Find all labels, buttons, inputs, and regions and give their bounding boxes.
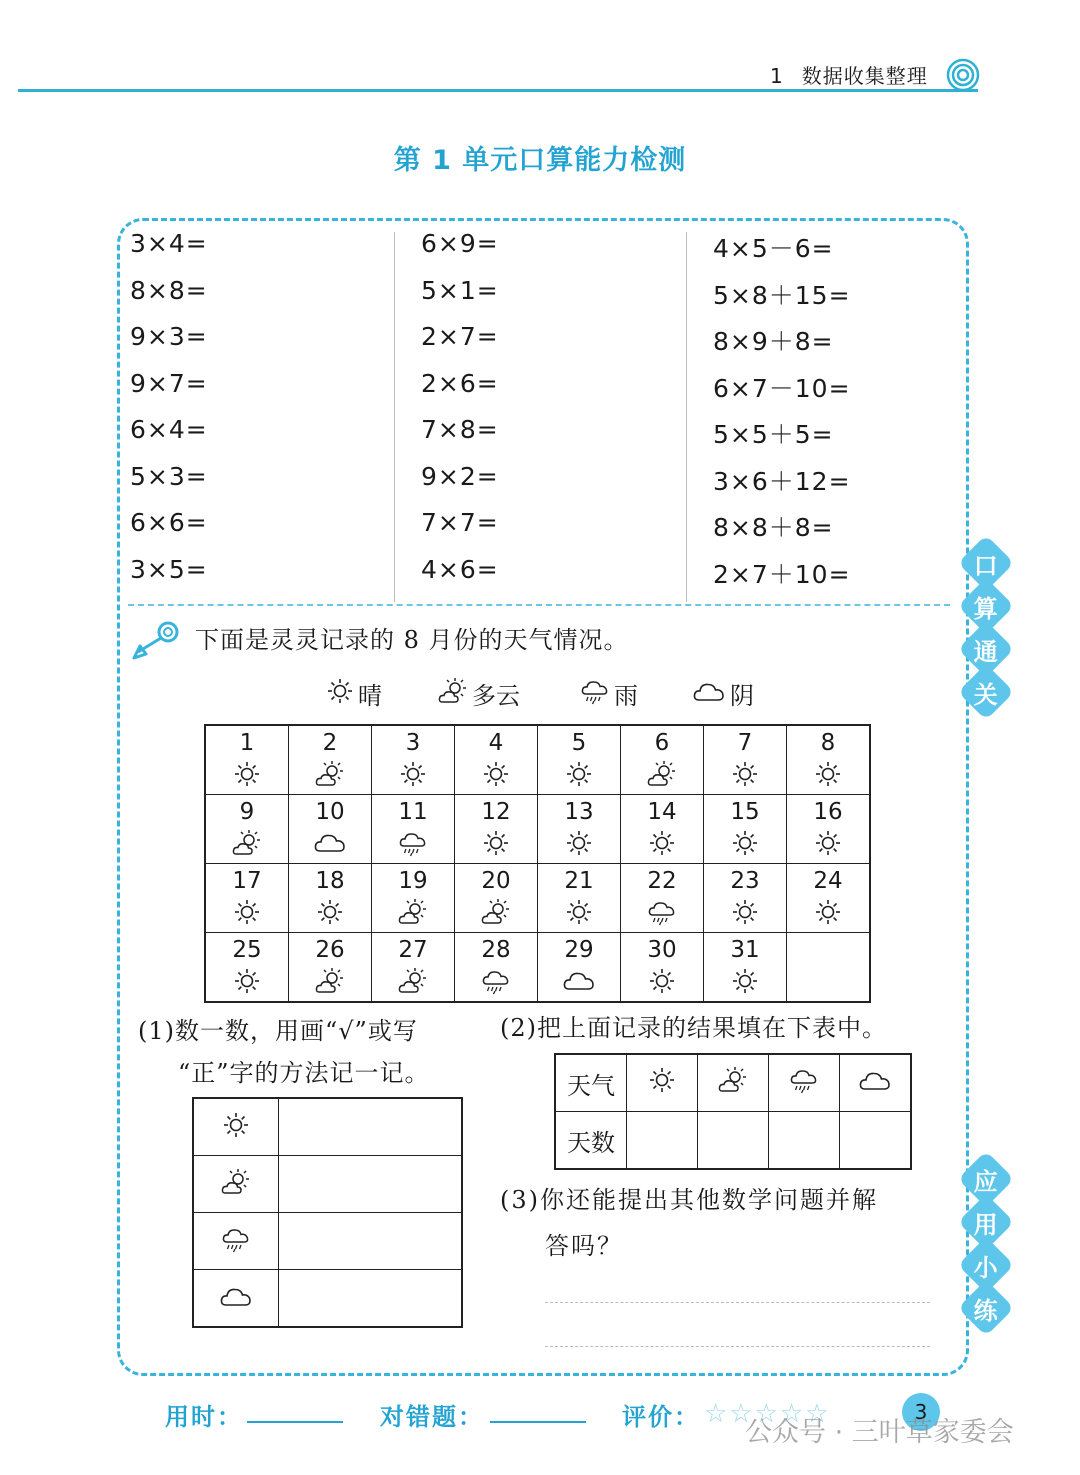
calendar-day [704,725,787,795]
legend-label: 阴 [730,682,754,710]
calendar-day [455,933,538,1003]
day-number: 19 [398,868,428,894]
calendar-day [455,864,538,933]
day-number: 5 [571,730,587,756]
day-number: 24 [813,868,843,894]
equation: 7×7= [421,508,499,537]
equation: 6×6= [130,508,208,537]
time-label: 用时： [165,1403,243,1431]
weather-label: 天气 [555,1054,627,1112]
equation: 7×8= [421,415,499,444]
legend-sunny [326,676,382,711]
cloud-icon [858,1071,892,1099]
tab-char: 练 [958,1280,1015,1337]
calendar-week [205,725,870,795]
tab-char: 通 [958,621,1015,678]
table-row [555,1054,911,1112]
sun-icon [326,677,354,711]
calendar-day [372,933,455,1003]
calendar-day [372,864,455,933]
day-number: 8 [820,730,836,756]
sun-icon [455,829,537,857]
tally-table [192,1097,463,1328]
result-table [554,1053,912,1170]
equation: 5×3= [130,461,208,491]
equation: 4×6= [421,554,499,584]
sun-icon [206,898,288,926]
time-blank[interactable] [247,1421,343,1423]
question-3-line-1: (3)你还能提出其他数学问题并解 [500,1186,878,1214]
calendar-day [205,725,289,795]
tally-cell[interactable] [279,1270,463,1328]
equation: 3×4= [130,229,208,258]
day-number: 31 [730,937,760,963]
equation: 5×1= [421,275,499,305]
rain-icon [455,967,537,995]
day-number: 25 [232,937,262,963]
day-number: 1 [239,730,255,756]
column-divider [394,232,395,602]
calendar-week [205,864,870,933]
day-number: 23 [730,868,760,894]
days-label: 天数 [555,1112,627,1170]
calendar-day [205,933,289,1003]
partly-cloudy-icon [438,677,468,711]
calendar-day [787,725,871,795]
partly-cloudy-icon [455,898,537,926]
sun-icon [538,898,620,926]
sun-icon [289,898,371,926]
sun-icon [538,829,620,857]
sun-icon [704,760,786,788]
sun-icon [455,760,537,788]
calendar-day [621,795,704,864]
sun-icon [787,760,869,788]
legend-label: 晴 [358,682,382,710]
days-cell[interactable] [627,1112,698,1170]
sun-icon [372,760,454,788]
equation: 9×2= [421,461,499,491]
day-number: 27 [398,937,428,963]
calendar-day [455,795,538,864]
calendar-day [621,864,704,933]
legend-partly-cloudy [438,676,520,711]
table-row [193,1213,462,1270]
partly-cloudy-icon [372,967,454,995]
calendar-day [704,933,787,1003]
calendar-day [538,795,621,864]
weather-calendar [204,724,871,1003]
day-number: 3 [405,730,421,756]
day-number: 30 [647,937,677,963]
day-number: 10 [315,799,345,825]
cloud-icon [538,967,620,993]
cloud-icon [219,1294,253,1313]
day-number: 7 [737,730,753,756]
calendar-day [704,864,787,933]
tab-char: 用 [958,1194,1015,1251]
errors-blank[interactable] [490,1421,586,1423]
question-1-line-2: “正”字的方法记一记。 [178,1059,430,1087]
intro-text: 下面是灵灵记录的 8 月份的天气情况。 [195,626,629,654]
calendar-day [455,725,538,795]
sun-icon [648,1072,676,1100]
rain-icon [580,677,610,711]
partly-cloudy-icon [372,898,454,926]
sun-icon [704,829,786,857]
calendar-day [205,795,289,864]
chapter-title: 数据收集整理 [801,64,928,88]
tab-char: 口 [958,535,1015,592]
day-number: 4 [488,730,504,756]
legend-label: 多云 [472,682,520,710]
legend-rain [580,676,638,711]
legend-label: 雨 [614,682,638,710]
day-number: 16 [813,799,843,825]
equation: 6×7－10= [713,373,851,403]
page-number: 3 [902,1393,940,1431]
calendar-day [787,795,871,864]
errors-label: 对错题： [380,1403,484,1431]
tab-char: 算 [958,578,1015,635]
calendar-day [787,933,871,1003]
tally-cell[interactable] [279,1098,463,1156]
sun-icon [704,967,786,995]
spiral-icon [946,58,980,92]
partly-cloudy-icon [206,829,288,857]
day-number: 26 [315,937,345,963]
day-number: 13 [564,799,594,825]
tally-cell[interactable] [279,1213,463,1270]
calendar-day [538,864,621,933]
sun-icon [787,898,869,926]
day-number: 18 [315,868,345,894]
tally-cell[interactable] [279,1156,463,1213]
equation: 3×6＋12= [713,466,851,496]
rain-icon [221,1238,251,1257]
day-number: 22 [647,868,677,894]
table-row [555,1112,911,1170]
equation: 8×8= [130,275,208,305]
sun-icon [621,829,703,857]
equation: 4×5－6= [713,234,834,263]
question-3-line-2: 答吗？ [545,1232,623,1260]
calendar-day [289,864,372,933]
magnifier-icon [128,618,184,662]
calendar-week [205,933,870,1003]
day-number: 14 [647,799,677,825]
calendar-day [787,864,871,933]
partly-cloudy-icon [718,1072,748,1100]
partly-cloudy-icon [621,760,703,788]
day-number: 28 [481,937,511,963]
partly-cloudy-icon [221,1181,251,1200]
watermark: 公众号 · 三叶草家委会 [745,1417,1014,1448]
calendar-day [372,795,455,864]
sun-icon [787,829,869,857]
day-number: 20 [481,868,511,894]
day-number: 11 [398,799,428,825]
calendar-day [372,725,455,795]
question-1-line-1: (1)数一数，用画“√”或写 [138,1017,418,1045]
table-row [193,1098,462,1156]
sun-icon [222,1124,250,1143]
tab-char: 应 [958,1151,1015,1208]
column-divider [686,232,687,602]
rain-icon [372,829,454,857]
partly-cloudy-icon [289,967,371,995]
day-number: 17 [232,868,262,894]
sun-icon [704,898,786,926]
tab-char: 关 [958,664,1015,721]
calendar-day [289,795,372,864]
equation: 2×6= [421,368,499,398]
question-2: (2)把上面记录的结果填在下表中。 [500,1014,887,1042]
equation: 2×7= [421,322,499,351]
answer-line[interactable] [545,1302,930,1303]
equation: 2×7＋10= [713,559,851,589]
day-number: 21 [564,868,594,894]
calendar-day [289,933,372,1003]
side-tab-mental-math [964,540,1008,715]
days-cell[interactable] [769,1112,840,1170]
table-row [193,1270,462,1328]
calendar-day [538,725,621,795]
equation: 6×9= [421,229,499,258]
day-number: 6 [654,730,670,756]
table-row [193,1156,462,1213]
cloud-icon [289,829,371,855]
day-number: 9 [239,799,255,825]
day-number: 12 [481,799,511,825]
page-title: 第 1 单元口算能力检测 [393,145,687,176]
calendar-day [621,725,704,795]
rating-stars[interactable]: ☆☆☆☆☆ [704,1399,831,1429]
chapter-number: 1 [770,64,784,88]
question-3 [500,1177,940,1269]
day-number: 15 [730,799,760,825]
sun-icon [621,967,703,995]
equation: 8×9＋8= [713,327,834,356]
days-cell[interactable] [840,1112,912,1170]
partly-cloudy-icon [289,760,371,788]
tab-char: 小 [958,1237,1015,1294]
equation: 9×3= [130,322,208,351]
day-number: 2 [322,730,338,756]
rain-icon [789,1072,819,1100]
calendar-day [289,725,372,795]
chapter-heading [770,60,928,89]
calendar-week [205,795,870,864]
calendar-day [621,933,704,1003]
sun-icon [206,967,288,995]
rating-label: 评价： [622,1403,700,1431]
calendar-day [704,795,787,864]
sun-icon [206,760,288,788]
equation: 6×4= [130,415,208,444]
sun-icon [538,760,620,788]
calendar-day [538,933,621,1003]
equation: 5×5＋5= [713,420,834,449]
rain-icon [621,898,703,926]
equation: 9×7= [130,368,208,398]
equation: 8×8＋8= [713,513,834,542]
calendar-day [205,864,289,933]
cloud-icon [692,678,726,710]
equation: 5×8＋15= [713,280,851,310]
side-tab-application [964,1156,1008,1331]
legend-overcast [692,676,754,711]
section-divider [128,604,950,606]
equation: 3×5= [130,554,208,584]
day-number: 29 [564,937,594,963]
answer-line[interactable] [545,1346,930,1347]
days-cell[interactable] [698,1112,769,1170]
header-rule [18,89,978,92]
